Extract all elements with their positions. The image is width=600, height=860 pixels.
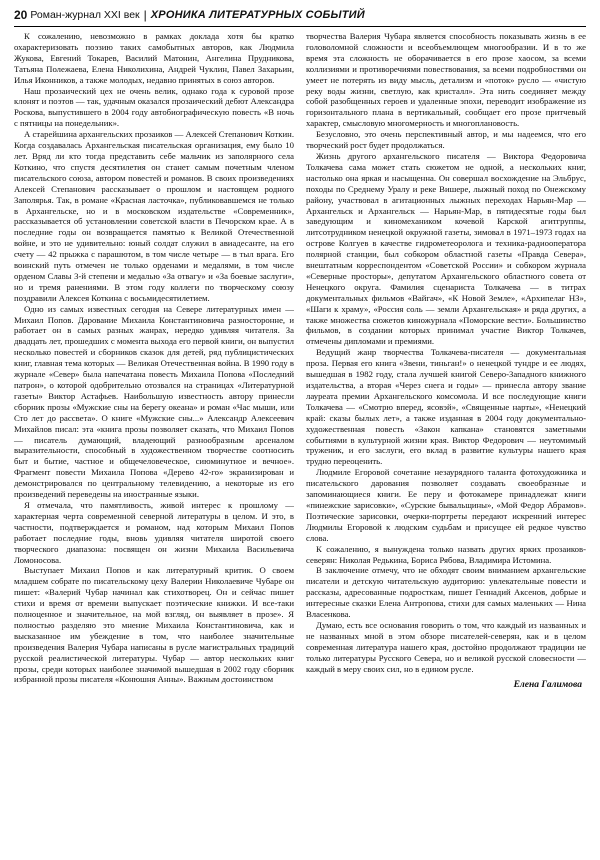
paragraph: Наш прозаический цех не очень велик, однако года к суровой прозе клонят и поэтов — так, удачным оказался прозаический дебют Александра Роскова, выпустившего в 2004 году автобиографическую повесть «В ночь с пятницы на понедельник». — [14, 85, 294, 129]
article-body — [14, 31, 586, 690]
right-column — [306, 31, 586, 690]
paragraph: А старейшина архангельских прозаиков — Алексей Степанович Коткин. Когда создавалась Архангельская писательская организация, ему было 10 лет. Вряд ли кто тогда представить себе мальчик из заполярного села Коткино, что спустя десятилетия он станет самым почетным членом писательского союза, автором повестей и романов. В своих произведениях Алексей Степанович рассказывает о прошлом и настоящем родного Заполярья. Так, в романе «Красная ласточка», публиковавшемся не только в Архангельске, но и в московском издательстве «Современник», рассказывается об установлении советской власти в Печорском крае. А в последние годы он возвращается памятью к Великой Отечественной войне, и это не удивительно: юный солдат служил в авиадесанте, на его счету — 42 прыжка с парашютом, в том числе четыре — в тыл врага. Его воинский путь отмечен не только орденами и медалями, в том числе орденом Славы 3-й степени и медалью «За отвагу» и «За боевые заслуги», но и тремя ранениями. В этом году коллеги по творческому союзу поздравили Алексея Коткина с восьмидесятилетием. — [14, 129, 294, 303]
paragraph: К сожалению, я вынуждена только назвать других ярких прозаиков-северян: Николая Редькина, Бориса Рябова, Владимира Истомина. — [306, 543, 586, 565]
paragraph: Выступает Михаил Попов и как литературный критик. О своем младшем собрате по писательскому цеху Валерии Николаевиче Чубаре он пишет: «Валерий Чубар начинал как стихотворец. Он и сейчас пишет стихи и время от времени выпускает поэтические книжки. И все-таки полноценное и значительное, на мой взгляд, он выявляет в прозе». Я полностью разделяю это мнение Михаила Константиновича, как и высказанное им убеждение в том, что наиболее значительные произведения Валерия Чубара написаны в русле магистральных традиций русской реалистической литературы. Чубар — автор нескольких книг прозы, среди которых наиболее значимой вышедшая в 2002 году сборник избранной прозы писателя «Конюшня Анны». Важным достоинством — [14, 565, 294, 685]
paragraph: В заключение отмечу, что не обходят своим вниманием архангельские писатели и детскую читательскую аудиторию: увлекательные повести и рассказы, адресованные подросткам, пишет Геннадий Аксенов, добрые и интересные сказки Елена Антропова, стихи для самых маленьких — Нина Власенкова. — [306, 565, 586, 620]
author-signature: Елена Галимова — [513, 680, 582, 691]
page-header — [14, 6, 586, 27]
page-number: 20 — [14, 8, 28, 22]
paragraph: творчества Валерия Чубара является способность показывать жизнь в ее головоломной сложности и всеобъемлющем многообразии. И в то же время эта сложность не оборачивается в его прозе хаосом, за всеми коллизиями и противоречиями повествования, за всеми подробностями он умеет не потерять из виду мысль, детализм и «поток» русло — «чистую реку воды жизни, светлую, как кристалл». Эта нить соединяет между собой разобщенных героев и удаленные эпохи, переводит изображение из горизонтального плана в вертикальный, сообщает его прозе притчевый характер, смысловую многомерность и многоплановость. — [306, 31, 586, 129]
paragraph: Жизнь другого архангельского писателя — Виктора Федоровича Толкачева сама может стать сюжетом не одной, а нескольких книг, настолько она яркая и насыщенна. Он совершал восхождение на Эльбрус, походы по Среднему Уралу и реке Вишере, лыжный поход по Онежскому району, участвовал в агитационных лыжных переходах Нарьян-Мар — Архангельск и Архангельск — Нарьян-Мар, в пятидесятые годы был заведующим и киномехаником кочевой Карской агитгруппы, литсотрудником ненецкой окружной газеты, зимовал в 1971–1973 годах на острове Колгуев в качестве гидрометеоролога и техника-радиооператора полярной станции, был собкором областной газеты «Правда Севера», внештатным корреспондентом «Советской России» и собкором журнала «Северные просторы», депутатом Архангельского областного совета от Ненецкого округа. Фамилия сценариста Толкачева — в титрах документальных фильмов «Вайгач», «К Новой Земле», «Архипелаг НЗ», «Шаги к храму», «Россия соль — земли Архангельская» и ряда других, а также множества сюжетов киножурнала «Поморские вести». Большинство фильмов, в создании которых принимал участие Виктор Толкачев, отмечены дипломами и премиями. — [306, 150, 586, 347]
paragraph: Одно из самых известных сегодня на Севере литературных имен — Михаил Попов. Дарование Михаила Константиновича разносторонне, и работает он в самых разных жанрах, нередко удивляя читателя. За двадцать лет, прошедших с момента выхода его первой книги, он выпустил несколько повестей и сборников сказок для детей, ряд публицистических книг, главная тема которых — Великая Отечественная война. В 1990 году в журнале «Север» была напечатана повесть Михаила Попова «Последний патрон», о которой одобрительно отозвался на страницах «Литературной газеты» Виктор Астафьев. Наибольшую известность автору принесли сборник прозы «Мужские сны на берегу океана» и роман «Час мыши, или Сто лет до рассвета». О книге «Мужские сны...» Александр Алексеевич Михайлов писал: эта «книга прозы позволяет сказать, что Михаил Попов — писатель думающий, владеющий разнообразным арсеналом выразительности, способный в художественном творчестве соотносить быт и бытие, частное и общечеловеческое, сиюминутное и вечное». Фрагмент повести Михаила Попова «Дерево 42-го» экранизирован и демонстрировался по центральному телевидению, а некоторые из его произведений переведены на иностранные языки. — [14, 303, 294, 500]
paragraph: Безусловно, это очень перспективный автор, и мы надеемся, что его творческий рост будет продолжаться. — [306, 129, 586, 151]
left-column — [14, 31, 294, 690]
rubric-title: ХРОНИКА ЛИТЕРАТУРНЫХ СОБЫТИЙ — [150, 9, 365, 21]
paragraph: Ведущий жанр творчества Толкачева-писателя — документальная проза. Первая его книга «Звени, тиньган!» о ненецкой тундре и ее людях, вышедшая в 1982 году, стала лучшей книгой Северо-Западного книжного издательства, а вторая «Через снега и годы» — принесла автору звание лауреата премии Архангельского комсомола. И все последующие книги Толкачева — «Смотрю вперед, ясовэй», «Священные нарты», «Ненецкий край: сказы былых лет», а также изданная в 2004 году документально-художественная повесть «Закон капкана» становятся заметными событиями в культурной жизни края. Виктор Федорович — неутомимый труженик, и его заслуги, его вклад в развитие культуры нашего края трудно переоценить. — [306, 347, 586, 467]
paragraph: Людмиле Егоровой сочетание незаурядного таланта фотохудожника и писательского дарования позволяет создавать своеобразные и запоминающиеся книги. Ее перу и фотокамере принадлежат книги «пинежские зарисовки», «Сурские бывальщины», «Мой Федор Абрамов». Поэтические зарисовки, очерки-портреты передают искренний интерес Людмилы Егоровой к людским судьбам и присущее ей редкое чувство слова. — [306, 467, 586, 543]
header-separator: | — [143, 8, 147, 22]
paragraph: Я отмечала, что памятливость, живой интерес к прошлому — характерная черта современной северной литературы в целом. И это, в частности, подтверждается и романом, над которым Михаил Попов работает последние годы, вновь удивляя читателя широтой своего творческого диапазона: посвящен он жизни Михаила Васильевича Ломоносова. — [14, 499, 294, 565]
magazine-title: Роман-журнал XXI век — [30, 9, 140, 21]
paragraph: Думаю, есть все основания говорить о том, что каждый из названных и не названных мной в этом обзоре писателей-северян, как и в целом современная литература нашего края, достойно продолжают традиции не только литературы Русского Севера, но и великой русской словесности — каждый в меру своих сил, но в едином русле. — [306, 619, 586, 674]
paragraph: К сожалению, невозможно в рамках доклада хотя бы кратко охарактеризовать поэзию таких самобытных авторов, как Людмила Жукова, Евгений Токарев, Василий Матонин, Ангелина Прудникова, Татьяна Полежаева, Елена Николихина, Андрей Чуклин, Павел Захарьин, Илья Иконников, а также молодых, недавно принятых в союз авторов. — [14, 31, 294, 85]
